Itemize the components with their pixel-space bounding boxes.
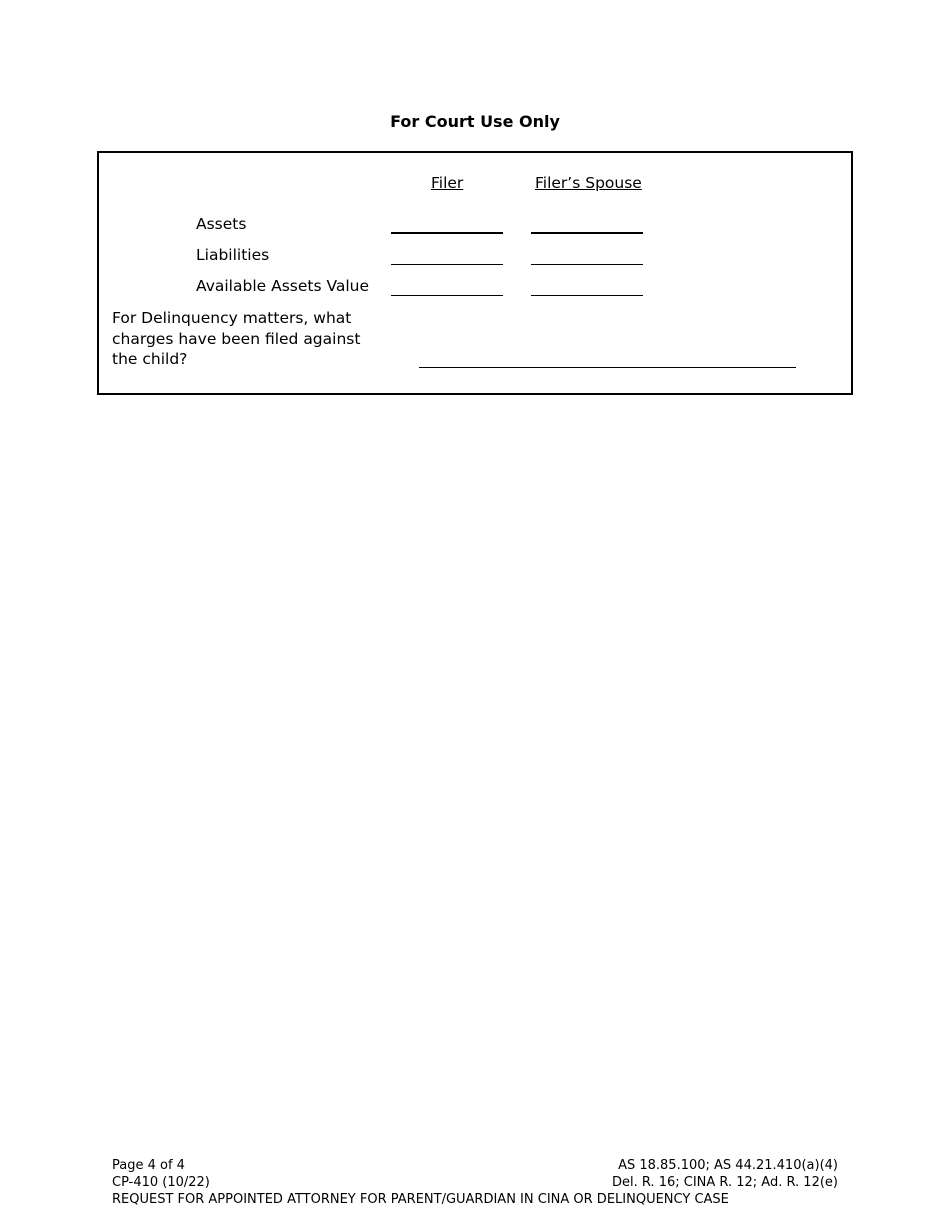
rule-citation: Del. R. 16; CINA R. 12; Ad. R. 12(e) (611, 1175, 838, 1190)
assets-label: Assets (196, 215, 247, 233)
liabilities-spouse-field[interactable] (531, 264, 643, 265)
page-number: Page 4 of 4 (112, 1158, 185, 1173)
liabilities-filer-field[interactable] (391, 264, 503, 265)
form-number: CP-410 (10/22) (112, 1175, 210, 1190)
footer-right (612, 1157, 838, 1191)
section-title: For Court Use Only (390, 112, 560, 131)
spouse-column-header: Filer’s Spouse (535, 174, 642, 192)
available-assets-spouse-field[interactable] (531, 295, 643, 296)
assets-filer-field[interactable] (391, 232, 503, 234)
statute-citation: AS 18.85.100; AS 44.21.410(a)(4) (618, 1158, 838, 1173)
form-title: REQUEST FOR APPOINTED ATTORNEY FOR PARENT/GUARDIAN IN CINA OR DELINQUENCY CASE (112, 1192, 729, 1207)
available-assets-value-label: Available Assets Value (196, 277, 370, 295)
filer-column-header: Filer (431, 174, 464, 192)
delinquency-charges-question: For Delinquency matters, what charges have been filed against the child? (112, 309, 361, 368)
liabilities-label: Liabilities (196, 246, 270, 264)
available-assets-filer-field[interactable] (391, 295, 503, 296)
delinquency-charges-field[interactable] (419, 367, 796, 368)
assets-spouse-field[interactable] (531, 232, 643, 234)
